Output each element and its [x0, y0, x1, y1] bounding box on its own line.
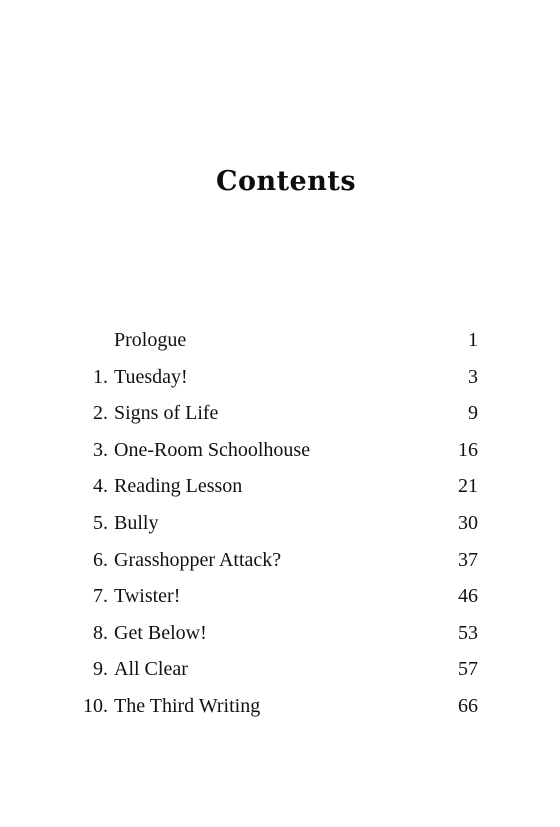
toc-entry-page: 37 — [458, 548, 478, 571]
toc-entry-title: Prologue — [114, 329, 187, 351]
toc-entry-title: Tuesday! — [114, 365, 188, 388]
toc-entry-8 — [0, 615, 560, 652]
toc-entry-title: All Clear — [114, 658, 188, 681]
toc-entry-7 — [0, 578, 560, 615]
toc-entry-number: 1. — [93, 365, 108, 388]
toc-entry-number: 8. — [93, 621, 108, 644]
toc-entry-page: 9 — [468, 402, 478, 425]
toc-entry-page: 57 — [458, 658, 478, 681]
toc-entry-title: One-Room Schoolhouse — [114, 438, 311, 461]
toc-entry-number: 3. — [93, 438, 108, 461]
toc-entry-page: 30 — [458, 511, 478, 534]
toc-entry-page: 66 — [458, 694, 478, 717]
toc-entry-page: 21 — [458, 475, 478, 498]
toc-entry-1 — [0, 359, 560, 396]
toc-entry-title: Grasshopper Attack? — [114, 548, 282, 571]
toc-entry-prologue — [0, 322, 560, 359]
toc-entry-number: 7. — [93, 585, 108, 608]
toc-entry-3 — [0, 432, 560, 469]
toc-entry-title: Twister! — [114, 585, 181, 608]
toc-entry-page: 16 — [458, 438, 478, 461]
toc-entry-6 — [0, 542, 560, 579]
toc-entry-2 — [0, 395, 560, 432]
toc-entry-4 — [0, 468, 560, 505]
toc-entry-title: The Third Writing — [114, 694, 261, 717]
toc-entry-10 — [0, 688, 560, 725]
table-of-contents — [0, 322, 560, 725]
toc-entry-page: 46 — [458, 585, 478, 608]
toc-entry-number: 2. — [93, 402, 108, 425]
toc-entry-title: Reading Lesson — [114, 475, 243, 498]
toc-entry-9 — [0, 651, 560, 688]
toc-entry-page: 53 — [458, 621, 478, 644]
toc-entry-number: 4. — [93, 475, 108, 498]
toc-entry-title: Bully — [114, 511, 159, 534]
toc-entry-number: 9. — [93, 658, 108, 681]
toc-entry-title: Signs of Life — [114, 402, 219, 425]
toc-entry-page: 1 — [468, 329, 478, 351]
toc-entry-title: Get Below! — [114, 621, 207, 644]
toc-entry-number: 10. — [83, 694, 108, 717]
contents-heading: Contents — [215, 166, 357, 197]
toc-entry-number: 6. — [93, 548, 108, 571]
toc-entry-number: 5. — [93, 511, 108, 534]
toc-entry-5 — [0, 505, 560, 542]
toc-entry-page: 3 — [468, 365, 478, 388]
